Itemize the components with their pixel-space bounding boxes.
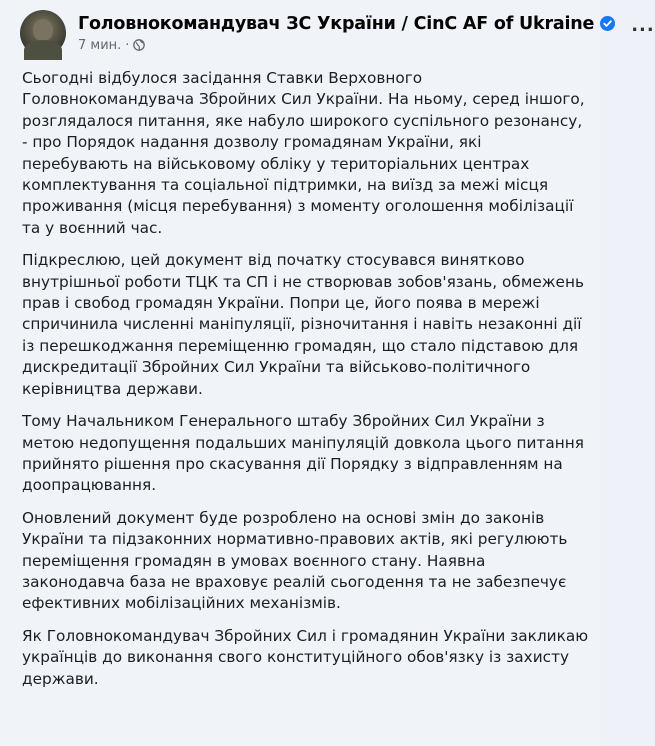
post-header bbox=[20, 8, 655, 58]
post-paragraph: Оновлений документ буде розроблено на основі змін до законів України та підзаконних нормативно-правових актів, які регулюють переміщення громадян в умовах воєнного стану. Наявна законодавча база не враховує реалій сьогодення та не забезпечує ефективних мобілізаційних механізмів. bbox=[22, 508, 568, 613]
post-timestamp-link[interactable]: 7 мин. bbox=[78, 37, 122, 53]
post-meta bbox=[78, 38, 655, 53]
author-avatar[interactable] bbox=[20, 10, 66, 56]
header-text bbox=[78, 14, 655, 53]
author-name-link[interactable]: Головнокомандувач ЗС України / CinC AF of Ukraine bbox=[78, 13, 595, 34]
avatar-uniform bbox=[24, 40, 62, 60]
post-paragraph: Підкреслюю, цей документ від початку стосувався винятково внутрішньої роботи ТЦК та СП і не створював зобов'язань, обмежень прав і свобод громадян України. Попри це, його поява в мережі спричинила численні маніпуляції, різночитання і навіть незаконні дії із перешкоджання переміщенню громадян, що стало підставою для дискредитації Збройних Сил України та військово-політичного керівництва держави. bbox=[22, 251, 584, 398]
post-body bbox=[22, 68, 590, 701]
post-paragraph: Як Головнокомандувач Збройних Сил і громадянин України закликаю українців до виконання свого конституційного обов'язку із захисту держави. bbox=[22, 626, 589, 688]
globe-icon bbox=[133, 39, 145, 51]
post-paragraph: Тому Начальником Генерального штабу Збройних Сил України з метою недопущення подальших маніпуляцій довкола цього питання прийнято рішення про скасування дії Порядку з відправленням на доопрацювання. bbox=[22, 412, 584, 495]
meta-separator: · bbox=[125, 37, 130, 53]
post-paragraph: Сьогодні відбулося засідання Ставки Верховного Головнокомандувача Збройних Сил України. На ньому, серед іншого, розглядалося питання, яке набуло широкого суспільного резонансу, - про Порядок надання дозволу громадянам України, які перебувають на військовому обліку у територіальних центрах комплектування та соціальної підтримки, на виїзд за межі місця проживання (місця перебування) з моменту оголошення мобілізації та у воєнний час. bbox=[22, 69, 585, 237]
author-row bbox=[78, 14, 655, 34]
more-options-button[interactable]: ... bbox=[631, 14, 655, 36]
verified-badge-icon bbox=[600, 16, 615, 31]
avatar-face bbox=[33, 19, 53, 41]
